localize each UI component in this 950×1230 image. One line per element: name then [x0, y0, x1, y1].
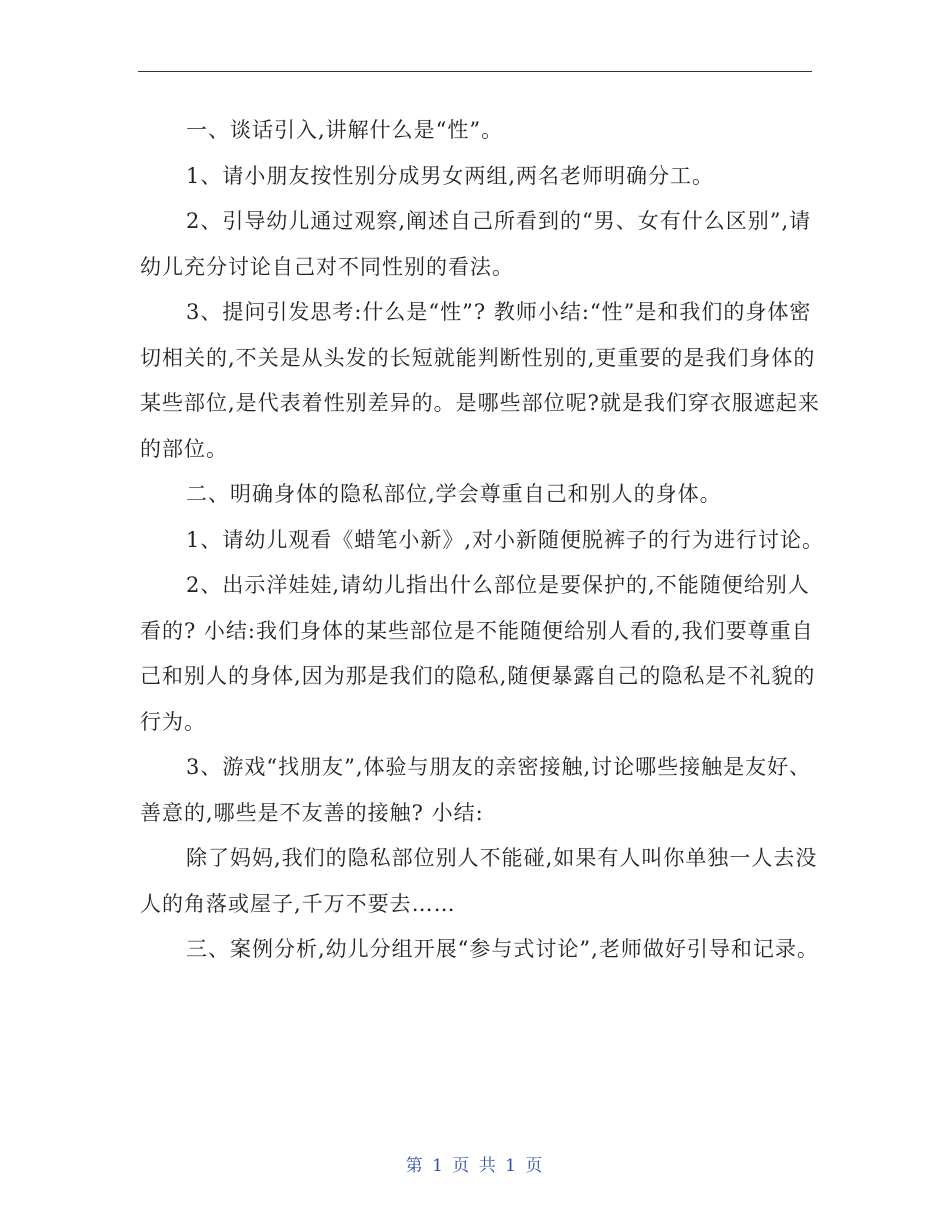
paragraph: 3、提问引发思考:什么是“性”? 教师小结:“性”是和我们的身体密切相关的,不关是从头发的长短就能判断性别的,更重要的是我们身体的某些部位,是代表着性别差异的。是哪些部位呢?就是我们穿衣服遮起来的部位。: [140, 300, 820, 461]
paragraph: 2、出示洋娃娃,请幼儿指出什么部位是要保护的,不能随便给别人看的? 小结:我们身体的某些部位是不能随便给别人看的,我们要尊重自己和别人的身体,因为那是我们的隐私,随便暴露自己的隐私是不礼貌的行为。: [140, 573, 816, 734]
paragraph: 1、请幼儿观看《蜡笔小新》,对小新随便脱裤子的行为进行讨论。: [186, 527, 825, 552]
paragraph: 二、明确身体的隐私部位,学会尊重自己和别人的身体。: [186, 482, 722, 506]
paragraph: 1、请小朋友按性别分成男女两组,两名老师明确分工。: [186, 163, 715, 188]
paragraph: 3、游戏“找朋友”,体验与朋友的亲密接触,讨论哪些接触是友好、善意的,哪些是不友善的接触? 小结:: [140, 755, 812, 825]
page-number-footer: 第 1 页 共 1 页: [405, 1156, 545, 1176]
paragraph: 一、谈话引入,讲解什么是“性”。: [186, 118, 504, 142]
paragraph: 除了妈妈,我们的隐私部位别人不能碰,如果有人叫你单独一人去没人的角落或屋子,千万不要去……: [140, 846, 818, 916]
document-body: [140, 108, 830, 973]
paragraph: 2、引导幼儿通过观察,阐述自己所看到的“男、女有什么区别”,请幼儿充分讨论自己对不同性别的看法。: [140, 209, 812, 279]
header-rule: [138, 71, 812, 72]
paragraph: 三、案例分析,幼儿分组开展“参与式讨论”,老师做好引导和记录。: [186, 937, 819, 961]
